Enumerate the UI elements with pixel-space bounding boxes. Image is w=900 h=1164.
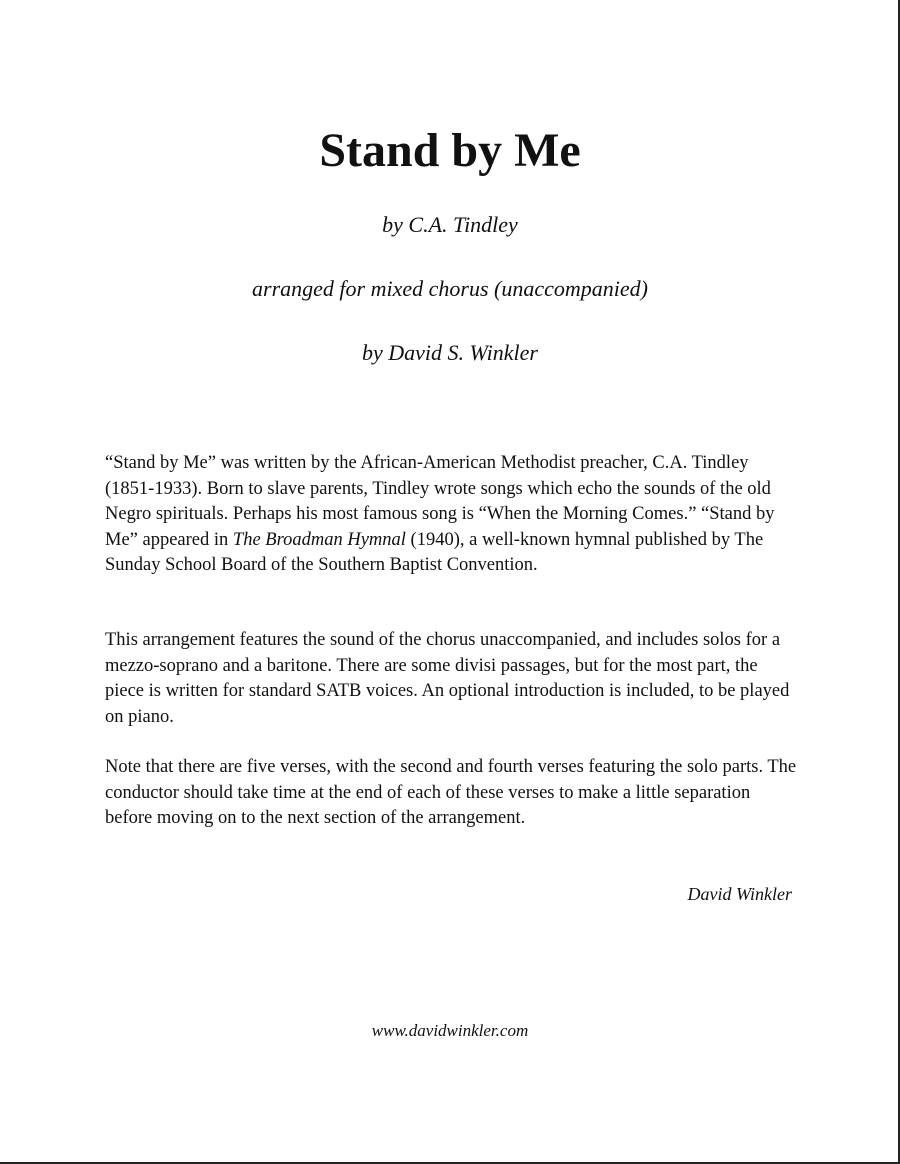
history-paragraph bbox=[105, 451, 800, 579]
performance-note-paragraph: Note that there are five verses, with the second and fourth verses featuring the solo parts. The conductor should take time at the end of each of these verses to make a little separation before moving on to the next section of the arrangement. bbox=[105, 757, 797, 828]
history-text-end: (1940), a well-known hymnal published by The Sunday School Board of the Southern Baptist Convention. bbox=[105, 529, 764, 575]
author-signature: David Winkler bbox=[687, 884, 792, 904]
composer-credit: by C.A. Tindley bbox=[382, 212, 518, 237]
website-link[interactable]: www.davidwinkler.com bbox=[371, 1021, 529, 1040]
arrangement-note: arranged for mixed chorus (unaccompanied) bbox=[252, 276, 648, 301]
hymnal-title: The Broadman Hymnal bbox=[232, 529, 406, 550]
arranger-credit: by David S. Winkler bbox=[362, 340, 538, 365]
arrangement-paragraph: This arrangement features the sound of the chorus unaccompanied, and includes solos for a mezzo-soprano and a baritone. There are some divisi passages, but for the most part, the piece is written for standard SATB voices. An optional introduction is included, to be played on piano. bbox=[105, 630, 790, 727]
history-text-start: “Stand by Me” was written by the African-American Methodist preacher, C.A. Tindley (1851-1933). Born to slave parents, Tindley wrote songs which echo the sounds of the old Negro spirituals. Perhaps his most famous song is “When the Morning Comes.” “Stand by Me” appeared in bbox=[105, 453, 775, 550]
page-title: Stand by Me bbox=[319, 124, 581, 177]
